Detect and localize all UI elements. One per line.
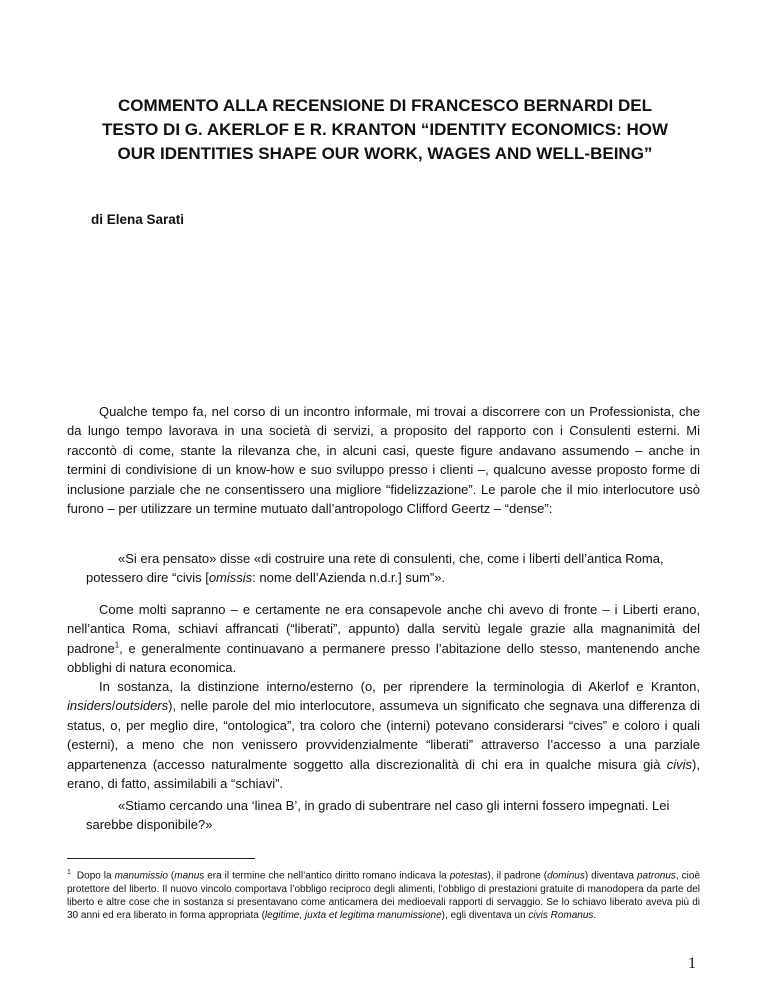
- paragraph-intro: Qualche tempo fa, nel corso di un incontro informale, mi trovai a discorrere con un Professionista, che da lungo tempo lavorava in una società di servizi, a proposito del rapporto con i Consulenti esterni. Mi raccontò di come, stante la rilevanza che, in alcuni casi, queste figure andavano assumendo – anche in termini di condivisione di un know-how e suo sviluppo presso i clienti –, qualcuno avesse proposto forme di inclusione parziale che ne consentissero una migliore “fidelizzazione”. Le parole che il mio interlocutore usò furono – per utilizzare un termine mutuato dall’antropologo Clifford Geertz – “dense”:: [67, 404, 700, 517]
- footnote-text: .: [593, 910, 597, 922]
- paragraph-text: In sostanza, la distinzione interno/esterno (o, per riprendere la terminologia di Akerlof e Kranton,: [99, 679, 700, 694]
- document-title: [90, 94, 680, 166]
- paragraph-text: ), nelle parole del mio interlocutore, assumeva un significato che segnava una differenza di status, o, per meglio dire, “ontologica”, tra coloro che (interni) potevano considerarsi “cives” e coloro i quali (esterni), a meno che non venissero provvidenzialmente “liberati” attraverso l’accesso a una parziale appartenenza (accesso naturalmente soggetto alla discrezionalità di chi era in qualche misura già: [67, 698, 700, 772]
- page-number: 1: [688, 955, 696, 972]
- quote-liberti: [86, 549, 676, 588]
- author-byline: di Elena Sarati: [91, 212, 185, 227]
- footnote-emphasis: dominus: [547, 870, 585, 882]
- footnote: [67, 866, 700, 923]
- footnote-text: ), il padrone (: [487, 870, 548, 882]
- paragraph-text: ), erano, di fatto, assimilabili a “schiavi”.: [67, 756, 700, 792]
- quote-linea-b: «Stiamo cercando una ‘linea B’, in grado di subentrare nel caso gli interni fossero impegnati. Lei sarebbe disponibile?»: [86, 798, 670, 833]
- footnote-text: era il termine che nell’antico diritto romano indicava la: [204, 870, 450, 882]
- paragraph-liberti: [67, 600, 700, 678]
- footnote-text: (: [167, 870, 175, 882]
- title-line-3: OUR IDENTITIES SHAPE OUR WORK, WAGES AND WELL-BEING”: [117, 144, 653, 163]
- footnote-divider: [67, 858, 255, 859]
- quote-emphasis: omissis: [208, 570, 253, 586]
- footnote-text: Dopo la: [76, 870, 115, 882]
- paragraph-text: , e generalmente continuavano a permanere presso l’abitazione dello stesso, mantenendo anche obblighi di natura economica.: [67, 640, 700, 676]
- footnote-emphasis: patronus: [636, 870, 676, 882]
- title-line-1: COMMENTO ALLA RECENSIONE DI FRANCESCO BERNARDI DEL: [118, 96, 652, 115]
- term-civis: civis: [666, 756, 693, 772]
- quote-text: «Si era pensato» disse «di costruire una rete di consulenti, che, come i liberti dell’antica Roma, potessero dire “civis [: [86, 551, 664, 586]
- quote-text: : nome dell’Azienda n.d.r.] sum”».: [252, 570, 446, 586]
- footnote-text: , cioè protettore del liberto. Il nuovo vincolo comportava l’obbligo reciproco degli alimenti, l’obbligo di prestazioni gratuite di manodopera da parte del liberto e altre cose che in sostanza si presentavano come anticamera dei medioevali rapporti di servaggio. Se lo schiavo liberato aveva più di 30 anni ed era liberato in forma appropriata (: [67, 870, 701, 922]
- footnote-emphasis: legitime, juxta et legitima manumissione: [264, 910, 442, 922]
- footnote-emphasis: manus: [174, 870, 205, 882]
- footnote-emphasis: civis Romanus: [528, 910, 594, 922]
- footnote-reference[interactable]: 1: [114, 640, 120, 650]
- footnote-marker: 1: [67, 869, 71, 876]
- footnote-text: ) diventava: [584, 870, 637, 882]
- title-line-2: TESTO DI G. AKERLOF E R. KRANTON “IDENTITY ECONOMICS: HOW: [101, 120, 669, 139]
- footnote-emphasis: manumissio: [114, 870, 168, 882]
- paragraph-text: Come molti sapranno – e certamente ne era consapevole anche chi avevo di fronte – i Liberti erano, nell’antica Roma, schiavi affrancati (“liberati”, appunto) dalla servitù legale grazie alla magnanimità del padrone: [67, 602, 700, 656]
- footnote-emphasis: potestas: [449, 870, 488, 882]
- slash: /: [111, 698, 116, 714]
- term-outsiders: outsiders: [115, 698, 169, 714]
- term-insiders: insiders: [67, 698, 112, 714]
- footnote-text: ), egli diventava un: [441, 910, 529, 922]
- paragraph-insiders: [67, 677, 700, 793]
